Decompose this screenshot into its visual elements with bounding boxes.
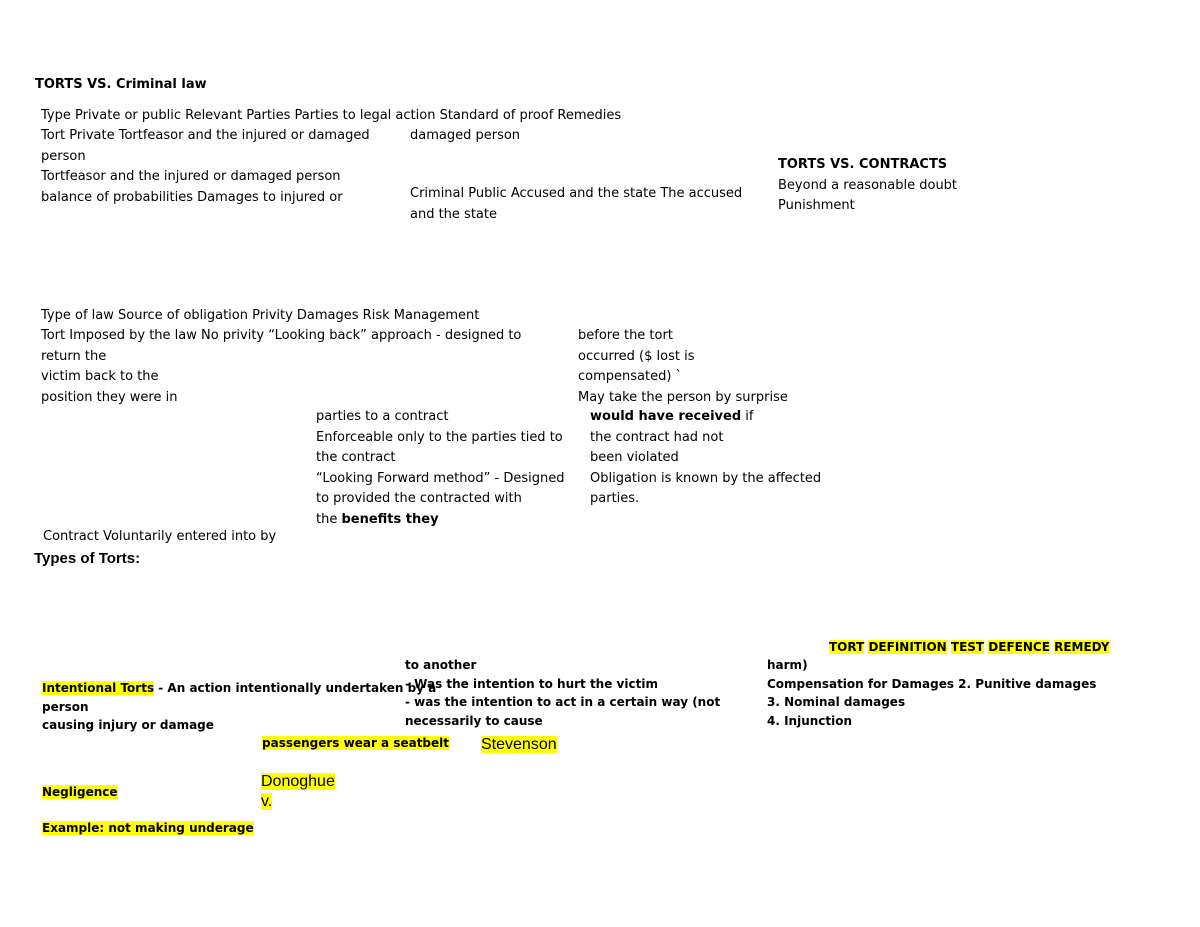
text-line — [261, 792, 335, 812]
text-plain: - An action intentionally undertaken by a — [154, 681, 437, 695]
criminal-col3 — [778, 155, 957, 217]
highlighted-text: Example: not making underage — [42, 821, 254, 835]
remedy-lines — [767, 656, 1096, 730]
text-line: - Was the intention to hurt the victim — [405, 676, 658, 691]
highlighted-text: passengers wear a seatbelt — [262, 736, 450, 750]
example-text — [42, 819, 254, 838]
criminal-table-header: Type Private or public Relevant Parties Parties to legal action Standard of proof Remedies — [41, 108, 622, 123]
text-line: Compensation for Damages 2. Punitive damages — [767, 676, 1097, 691]
text-line: Punishment — [778, 198, 855, 213]
case-donoghue — [261, 772, 335, 812]
contracts-col2 — [578, 326, 788, 408]
text-line: parties to a contract — [316, 409, 449, 424]
contracts-table-header: Type of law Source of obligation Privity Damages Risk Management — [41, 308, 480, 323]
text-line: person — [42, 699, 89, 714]
contracts-col1 — [41, 326, 521, 408]
criminal-col2a: damaged person — [410, 128, 521, 143]
text-line — [261, 772, 335, 792]
text-line: Enforceable only to the parties tied to — [316, 429, 563, 445]
text-line: compensated) ` — [578, 369, 683, 384]
text-line: person — [41, 148, 86, 164]
text-line: Tortfeasor and the injured or damaged person — [41, 169, 341, 184]
text-line: and the state — [410, 206, 497, 222]
text-line: 4. Injunction — [767, 713, 853, 728]
text-line: “Looking Forward method” - Designed — [316, 470, 565, 486]
highlighted-text: Donoghue — [261, 773, 335, 790]
text-bold: benefits they — [341, 511, 439, 527]
text-line: Obligation is known by the affected — [590, 470, 822, 486]
criminal-col2b — [410, 184, 742, 225]
text-line: harm) — [767, 658, 808, 672]
text-line: before the tort — [578, 328, 673, 343]
text-line: occurred ($ lost is — [578, 348, 695, 364]
case-stevenson — [481, 735, 557, 755]
text-line: Tort Imposed by the law No privity “Looking back” approach - designed to — [41, 328, 522, 343]
highlighted-text: Stevenson — [481, 736, 557, 753]
text-line: Beyond a reasonable doubt — [778, 177, 958, 193]
torts-table-header — [829, 638, 1109, 657]
text-line: May take the person by surprise — [578, 389, 788, 405]
intentional-torts-definition — [42, 679, 436, 735]
text-line: Criminal Public Accused and the state The accused — [410, 186, 743, 201]
header-tort: TORT — [829, 640, 865, 654]
text-line: position they were in — [41, 389, 178, 405]
highlighted-text: Negligence — [42, 785, 118, 799]
text-line: the contract — [316, 450, 396, 465]
text-line: balance of probabilities Damages to injured or — [41, 189, 343, 205]
header-defence: DEFENCE — [988, 640, 1050, 654]
types-of-torts-heading: Types of Torts: — [34, 550, 141, 567]
header-test: TEST — [950, 640, 985, 654]
text-line: been violated — [590, 450, 679, 465]
header-definition: DEFINITION — [868, 640, 947, 654]
negligence-label — [42, 783, 118, 802]
text-line — [590, 407, 821, 428]
torts-vs-contracts-heading: TORTS VS. CONTRACTS — [778, 157, 948, 172]
seatbelt-note — [262, 734, 449, 753]
highlighted-text: v. — [261, 793, 273, 810]
text-line: to provided the contracted with — [316, 491, 522, 506]
text-line: Tort Private Tortfeasor and the injured or damaged — [41, 128, 370, 143]
text-plain: if — [741, 409, 754, 424]
text-line: return the — [41, 348, 107, 364]
contract-row: Contract Voluntarily entered into by — [43, 529, 277, 544]
text-line — [316, 510, 564, 531]
contracts-col3 — [316, 407, 564, 530]
text-bold: would have received — [590, 409, 742, 424]
test-lines — [405, 656, 720, 730]
text-line: - was the intention to act in a certain way (not — [405, 695, 721, 709]
criminal-col1 — [41, 126, 370, 208]
text-line: necessarily to cause — [405, 713, 543, 728]
text-line: the contract had not — [590, 429, 724, 445]
text-plain: the — [316, 511, 342, 527]
text-line — [42, 679, 436, 698]
text-line: causing injury or damage — [42, 718, 214, 732]
intentional-torts-label: Intentional Torts — [42, 681, 155, 695]
text-line: to another — [405, 658, 477, 672]
text-line: victim back to the — [41, 369, 159, 384]
text-line: parties. — [590, 491, 640, 506]
torts-vs-criminal-heading: TORTS VS. Criminal law — [35, 77, 207, 92]
header-remedy: REMEDY — [1054, 640, 1110, 654]
contracts-col4 — [590, 407, 821, 510]
text-line: 3. Nominal damages — [767, 695, 906, 709]
